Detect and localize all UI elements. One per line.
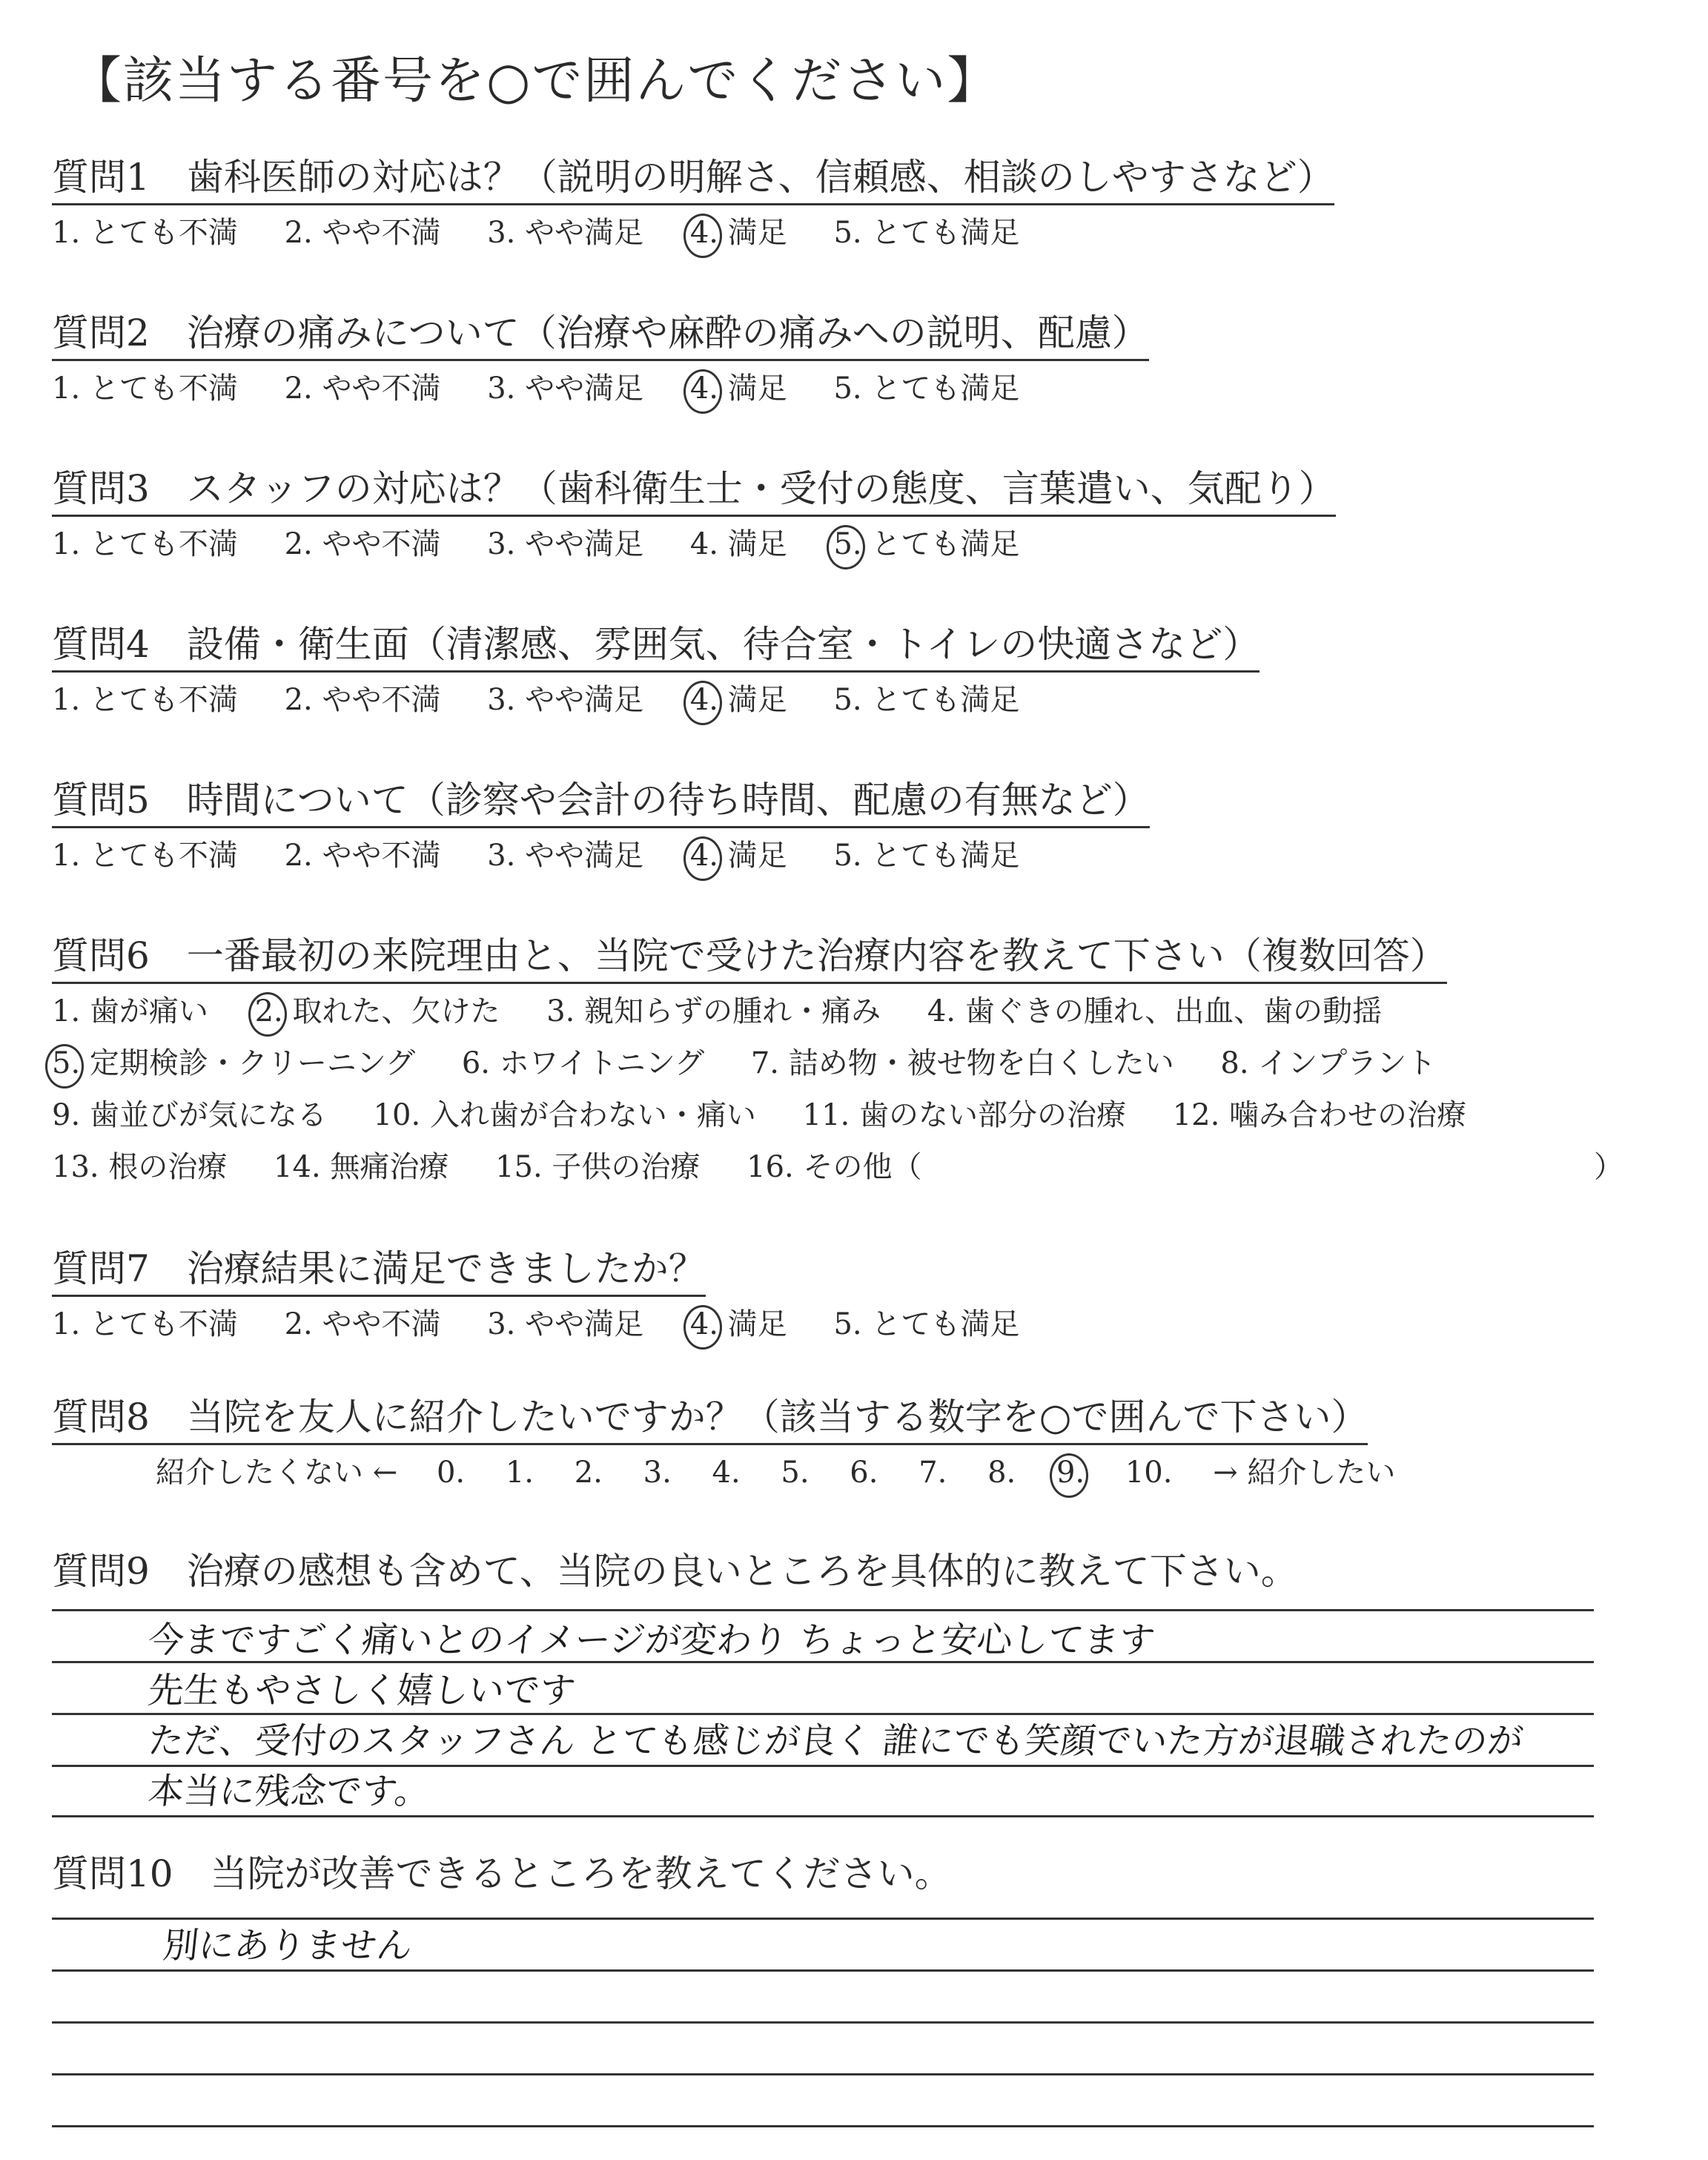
q10-answer-line-1: 別にありません [161, 1925, 414, 1966]
q9-writing-line [52, 1765, 1594, 1767]
q1-option-1[interactable]: 1. とても不満 [52, 216, 238, 250]
question-1-title: 質問1 歯科医師の対応は？（説明の明解さ、信頼感、相談のしやすさなど） [52, 154, 1334, 205]
q4-option-5[interactable]: 5. とても満足 [833, 683, 1020, 717]
q7-option-4-circled[interactable]: 4. 満足 [690, 1304, 787, 1345]
q8-scale-left-label: 紹介したくない ← [156, 1456, 398, 1490]
q1-option-2[interactable]: 2. やや不満 [284, 216, 441, 250]
question-10-title: 質問10 当院が改善できるところを教えてください。 [52, 1852, 952, 1895]
q7-option-1[interactable]: 1. とても不満 [52, 1307, 238, 1341]
question-3-options [52, 524, 1056, 565]
q9-answer-line-3: ただ、受付のスタッフさん とても感じが良く 誰にでも笑顔でいた方が退職されたのが [146, 1720, 1526, 1762]
question-4-title: 質問4 設備・衛生面（清潔感、雰囲気、待合室・トイレの快適さなど） [52, 621, 1260, 673]
question-9-title: 質問9 治療の感想も含めて、当院の良いところを具体的に教えて下さい。 [52, 1550, 1298, 1593]
question-6-row-3 [52, 1094, 1503, 1136]
q2-option-5[interactable]: 5. とても満足 [833, 371, 1020, 406]
q6-other-close-paren: ） [1594, 1150, 1623, 1184]
q7-option-2[interactable]: 2. やや不満 [284, 1307, 441, 1341]
q6-option-5-circled[interactable]: 5. 定期検診・クリーニング [52, 1043, 415, 1084]
q10-writing-line [52, 2125, 1594, 2127]
question-7-options [52, 1304, 1056, 1345]
q7-option-5[interactable]: 5. とても満足 [833, 1307, 1020, 1341]
q9-writing-line [52, 1713, 1594, 1715]
q2-option-2[interactable]: 2. やや不満 [284, 371, 441, 406]
q6-option-2-circled[interactable]: 2. 取れた、欠けた [255, 991, 500, 1032]
question-6-title: 質問6 一番最初の来院理由と、当院で受けた治療内容を教えて下さい（複数回答） [52, 933, 1447, 984]
q3-option-1[interactable]: 1. とても不満 [52, 527, 238, 561]
question-6-row-1 [52, 991, 1419, 1032]
question-4-options [52, 679, 1056, 721]
q6-option-13[interactable]: 13. 根の治療 [52, 1150, 228, 1184]
q9-writing-line [52, 1815, 1594, 1817]
question-1-options [52, 212, 1056, 254]
q6-option-6[interactable]: 6. ホワイトニング [461, 1046, 705, 1080]
q8-scale-4[interactable]: 4. [712, 1456, 741, 1490]
q3-option-2[interactable]: 2. やや不満 [284, 527, 441, 561]
q8-scale-9-circled[interactable]: 9. [1056, 1452, 1085, 1493]
q2-option-4-circled[interactable]: 4. 満足 [690, 368, 787, 409]
q6-option-1[interactable]: 1. 歯が痛い [52, 994, 208, 1028]
question-2-options [52, 368, 1056, 409]
q6-option-15[interactable]: 15. 子供の治療 [495, 1150, 701, 1184]
q8-scale-8[interactable]: 8. [987, 1456, 1016, 1490]
question-6-row-4 [52, 1146, 959, 1188]
q9-answer-line-4: 本当に残念です。 [146, 1771, 433, 1812]
q1-option-3[interactable]: 3. やや満足 [487, 216, 644, 250]
q9-answer-line-1: 今まですごく痛いとのイメージが変わり ちょっと安心してます [146, 1619, 1157, 1661]
q10-writing-line [52, 2073, 1594, 2075]
q4-option-2[interactable]: 2. やや不満 [284, 683, 441, 717]
q7-option-3[interactable]: 3. やや満足 [487, 1307, 644, 1341]
q5-option-4-circled[interactable]: 4. 満足 [690, 835, 787, 876]
q6-option-3[interactable]: 3. 親知らずの腫れ・痛み [546, 994, 881, 1028]
q8-scale-3[interactable]: 3. [643, 1456, 672, 1490]
q8-scale-1[interactable]: 1. [505, 1456, 534, 1490]
q6-option-9[interactable]: 9. 歯並びが気になる [52, 1098, 327, 1132]
q6-option-11[interactable]: 11. 歯のない部分の治療 [802, 1098, 1126, 1132]
q3-option-3[interactable]: 3. やや満足 [487, 527, 644, 561]
q9-writing-line [52, 1609, 1594, 1611]
q1-option-5[interactable]: 5. とても満足 [833, 216, 1020, 250]
q4-option-4-circled[interactable]: 4. 満足 [690, 679, 787, 721]
question-6-row-2 [52, 1043, 1473, 1084]
question-5-title: 質問5 時間について（診察や会計の待ち時間、配慮の有無など） [52, 777, 1150, 828]
q5-option-3[interactable]: 3. やや満足 [487, 839, 644, 873]
q6-option-10[interactable]: 10. 入れ歯が合わない・痛い [373, 1098, 756, 1132]
q6-option-8[interactable]: 8. インプラント [1220, 1046, 1437, 1080]
q9-answer-line-2: 先生もやさしく嬉しいです [146, 1670, 577, 1711]
q5-option-2[interactable]: 2. やや不満 [284, 839, 441, 873]
q4-option-1[interactable]: 1. とても不満 [52, 683, 238, 717]
q5-option-1[interactable]: 1. とても不満 [52, 839, 238, 873]
q8-scale-2[interactable]: 2. [574, 1456, 603, 1490]
question-8-title: 質問8 当院を友人に紹介したいですか？（該当する数字を○で囲んで下さい） [52, 1394, 1368, 1445]
q6-option-4[interactable]: 4. 歯ぐきの腫れ、出血、歯の動揺 [927, 994, 1383, 1028]
q8-scale-right-label: → 紹介したい [1213, 1456, 1396, 1490]
q2-option-1[interactable]: 1. とても不満 [52, 371, 238, 406]
q6-option-14[interactable]: 14. 無痛治療 [274, 1150, 449, 1184]
q8-scale-10[interactable]: 10. [1125, 1456, 1173, 1490]
q8-scale-7[interactable]: 7. [918, 1456, 947, 1490]
q10-writing-line [52, 2021, 1594, 2024]
question-2-title: 質問2 治療の痛みについて（治療や麻酔の痛みへの説明、配慮） [52, 310, 1149, 361]
q6-option-16[interactable]: 16. その他（ [747, 1150, 922, 1184]
q8-scale-0[interactable]: 0. [436, 1456, 466, 1490]
question-3-title: 質問3 スタッフの対応は？（歯科衛生士・受付の態度、言葉遣い、気配り） [52, 466, 1336, 517]
question-7-title: 質問7 治療結果に満足できましたか？ [52, 1246, 706, 1297]
q3-option-5-circled[interactable]: 5. とても満足 [833, 524, 1019, 565]
question-5-options [52, 835, 1056, 876]
q5-option-5[interactable]: 5. とても満足 [833, 839, 1020, 873]
q10-writing-line [52, 1918, 1594, 1920]
question-8-scale [156, 1452, 1395, 1493]
q2-option-3[interactable]: 3. やや満足 [487, 371, 644, 406]
q8-scale-5[interactable]: 5. [781, 1456, 810, 1490]
q8-scale-6[interactable]: 6. [850, 1456, 878, 1490]
q6-option-7[interactable]: 7. 詰め物・被せ物を白くしたい [750, 1046, 1174, 1080]
q4-option-3[interactable]: 3. やや満足 [487, 683, 644, 717]
form-title: 【該当する番号を○で囲んでください】 [71, 52, 999, 110]
q6-option-12[interactable]: 12. 噛み合わせの治療 [1172, 1098, 1467, 1132]
q1-option-4-circled[interactable]: 4. 満足 [690, 212, 787, 254]
q10-writing-line [52, 1969, 1594, 1972]
q3-option-4[interactable]: 4. 満足 [689, 527, 787, 561]
